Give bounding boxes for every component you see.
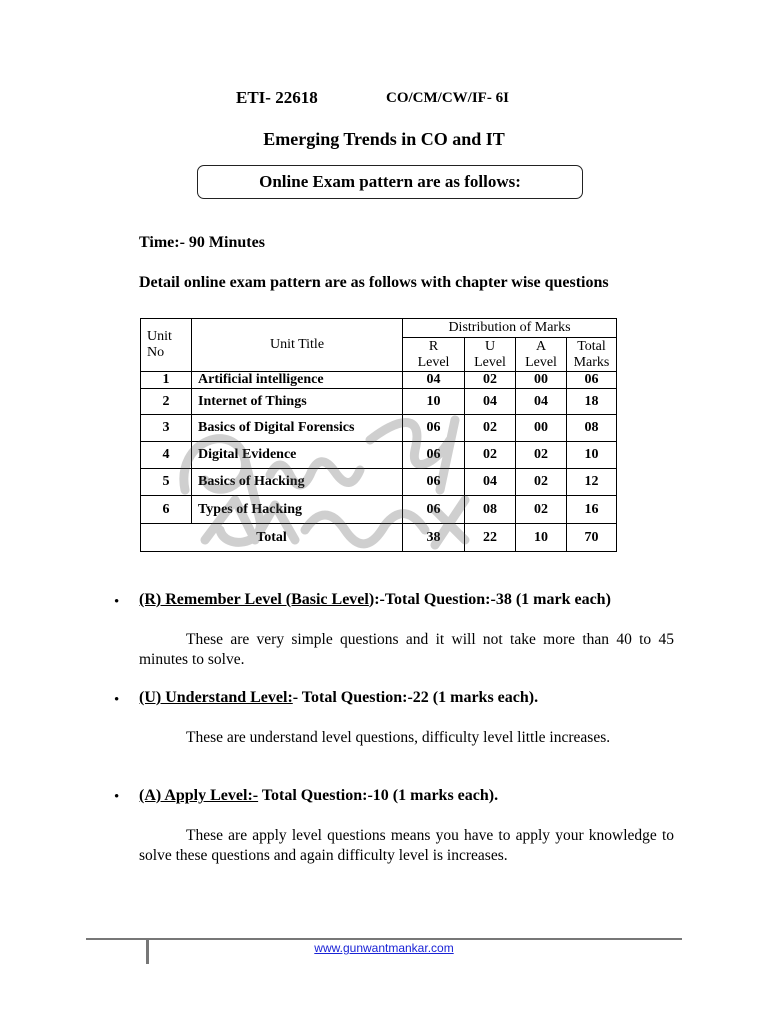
total-marks-cell: 10	[567, 442, 617, 469]
exam-pattern-box	[197, 165, 583, 199]
table-row	[141, 469, 617, 496]
r-level-cell: 06	[403, 469, 465, 496]
unit-no-cell: 3	[141, 415, 192, 442]
header-r-level: R Level	[403, 338, 465, 372]
r-level-cell: 06	[403, 496, 465, 524]
remember-level-heading: (R) Remember Level (Basic Level):-Total Question:-38 (1 mark each)	[139, 591, 611, 608]
bullet-marker: •	[114, 692, 120, 708]
header-unit-no: Unit No	[141, 319, 192, 372]
table-row	[141, 389, 617, 415]
r-level-cell: 06	[403, 415, 465, 442]
unit-no-cell: 5	[141, 469, 192, 496]
course-title: Emerging Trends in CO and IT	[263, 129, 505, 149]
a-level-cell: 00	[516, 372, 567, 389]
understand-level-description: These are understand level questions, difficulty level little increases.	[186, 729, 611, 746]
unit-title-cell: Artificial intelligence	[192, 372, 403, 389]
u-level-cell: 04	[465, 469, 516, 496]
total-marks-total-cell: 70	[567, 524, 617, 552]
r-level-cell: 10	[403, 389, 465, 415]
a-level-cell: 00	[516, 415, 567, 442]
u-level-cell: 02	[465, 415, 516, 442]
footer-divider	[86, 938, 682, 940]
unit-no-cell: 2	[141, 389, 192, 415]
u-level-cell: 08	[465, 496, 516, 524]
exam-duration: Time:- 90 Minutes	[139, 234, 265, 251]
u-level-cell: 02	[465, 442, 516, 469]
unit-title-cell: Types of Hacking	[192, 496, 403, 524]
branch-codes: CO/CM/CW/IF- 6I	[386, 90, 509, 106]
table-row	[141, 415, 617, 442]
understand-level-heading: (U) Understand Level:- Total Question:-22 (1 marks each).	[139, 689, 539, 706]
r-level-cell: 04	[403, 372, 465, 389]
u-level-cell: 02	[465, 372, 516, 389]
bullet-marker: •	[114, 594, 120, 610]
unit-title-cell: Digital Evidence	[192, 442, 403, 469]
total-marks-cell: 18	[567, 389, 617, 415]
footer-website-link[interactable]: www.gunwantmankar.com	[314, 941, 454, 955]
header-total-marks: Total Marks	[567, 338, 617, 372]
total-marks-cell: 16	[567, 496, 617, 524]
a-level-cell: 02	[516, 442, 567, 469]
r-level-cell: 06	[403, 442, 465, 469]
total-r-cell: 38	[403, 524, 465, 552]
unit-no-cell: 4	[141, 442, 192, 469]
table-row	[141, 372, 617, 389]
remember-level-description: These are very simple questions and it will not take more than 40 to 45 minutes to solve.	[139, 631, 674, 668]
header-a-level: A Level	[516, 338, 567, 372]
unit-title-cell: Internet of Things	[192, 389, 403, 415]
detail-heading: Detail online exam pattern are as follows with chapter wise questions	[139, 274, 609, 291]
a-level-cell: 02	[516, 496, 567, 524]
u-level-cell: 04	[465, 389, 516, 415]
total-a-cell: 10	[516, 524, 567, 552]
total-marks-cell: 08	[567, 415, 617, 442]
table-row	[141, 496, 617, 524]
header-u-level: U Level	[465, 338, 516, 372]
course-code: ETI- 22618	[236, 88, 318, 107]
marks-distribution-table	[140, 318, 617, 552]
apply-level-heading: (A) Apply Level:- Total Question:-10 (1 marks each).	[139, 787, 499, 804]
bullet-marker: •	[114, 789, 120, 805]
unit-no-cell: 6	[141, 496, 192, 524]
total-u-cell: 22	[465, 524, 516, 552]
apply-level-description: These are apply level questions means you have to apply your knowledge to solve these questions and again difficulty level is increases.	[139, 827, 674, 864]
total-marks-cell: 12	[567, 469, 617, 496]
header-unit-title: Unit Title	[192, 319, 403, 372]
a-level-cell: 04	[516, 389, 567, 415]
header-distribution: Distribution of Marks	[403, 319, 617, 338]
unit-title-cell: Basics of Digital Forensics	[192, 415, 403, 442]
exam-pattern-heading: Online Exam pattern are as follows:	[259, 172, 521, 191]
total-label-cell: Total	[141, 524, 403, 552]
table-row	[141, 442, 617, 469]
table-total-row	[141, 524, 617, 552]
unit-title-cell: Basics of Hacking	[192, 469, 403, 496]
a-level-cell: 02	[516, 469, 567, 496]
total-marks-cell: 06	[567, 372, 617, 389]
unit-no-cell: 1	[141, 372, 192, 389]
